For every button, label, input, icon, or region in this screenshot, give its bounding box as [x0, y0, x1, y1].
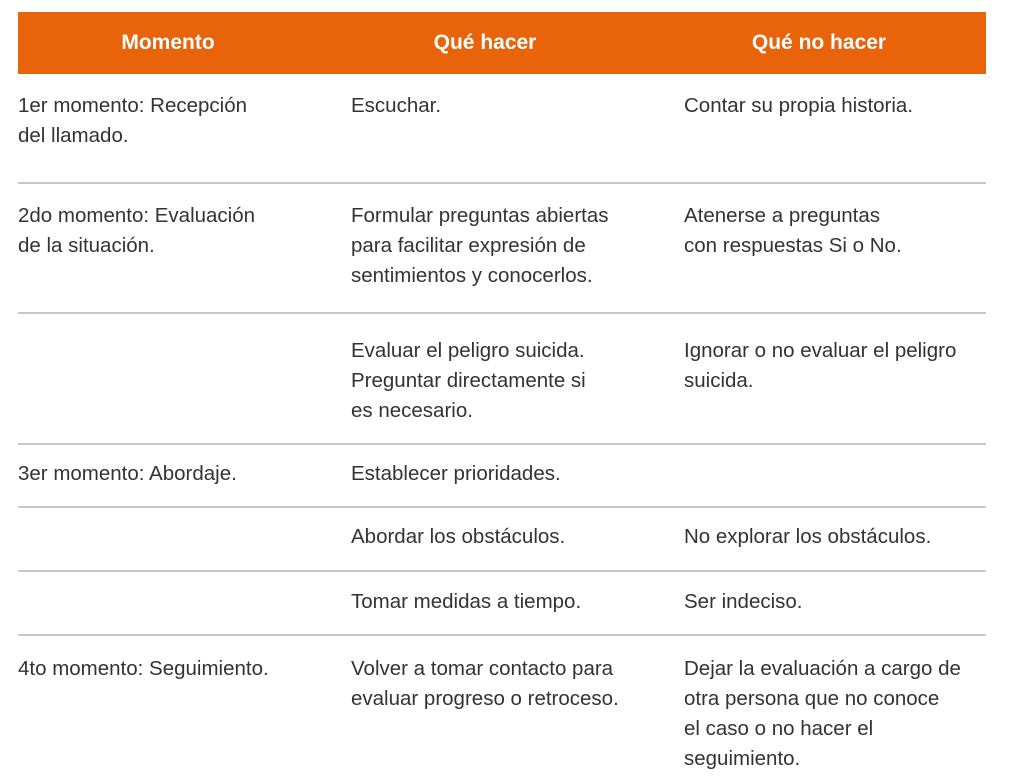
cell-que-hacer — [351, 636, 684, 784]
cell-que-no-hacer — [684, 184, 986, 312]
cell-text-line: 3er momento: Abordaje. — [18, 462, 237, 485]
cell-text-line: 2do momento: Evaluación — [18, 204, 256, 227]
cell-que-hacer — [351, 74, 684, 182]
cell-text-line: Ignorar o no evaluar el peligro — [684, 339, 957, 362]
cell-text-line: Abordar los obstáculos. — [351, 525, 566, 548]
cell-que-hacer — [351, 314, 684, 443]
cell-que-no-hacer — [684, 314, 986, 443]
cell-momento — [18, 508, 351, 570]
cell-text-line: Atenerse a preguntas — [684, 204, 881, 227]
cell-que-hacer — [351, 508, 684, 570]
cell-momento — [18, 572, 351, 634]
table-header — [18, 12, 986, 74]
cell-text-line: Dejar la evaluación a cargo de — [684, 657, 961, 680]
cell-text-line: suicida. — [684, 369, 754, 392]
cell-momento — [18, 636, 351, 784]
cell-text-line: Contar su propia historia. — [684, 94, 914, 117]
cell-text-line: 1er momento: Recepción — [18, 94, 248, 117]
cell-que-no-hacer — [684, 508, 986, 570]
cell-momento — [18, 184, 351, 312]
table-row — [18, 74, 986, 184]
cell-text-line: Ser indeciso. — [684, 590, 803, 613]
header-que-no-hacer: Qué no hacer — [751, 31, 887, 54]
table-row — [18, 445, 986, 508]
guidance-table — [18, 12, 986, 784]
header-momento: Momento — [121, 31, 215, 54]
cell-que-no-hacer — [684, 445, 986, 506]
cell-momento — [18, 74, 351, 182]
cell-text-line: Establecer prioridades. — [351, 462, 561, 485]
cell-text-line: con respuestas Si o No. — [684, 234, 902, 257]
table-row — [18, 314, 986, 445]
cell-text-line: Escuchar. — [351, 94, 442, 117]
cell-momento — [18, 445, 351, 506]
cell-text-line: Evaluar el peligro suicida. — [351, 339, 585, 362]
table-row — [18, 508, 986, 572]
cell-text-line: para facilitar expresión de — [351, 234, 586, 257]
cell-text-line: Volver a tomar contacto para — [351, 657, 614, 680]
cell-que-hacer — [351, 572, 684, 634]
cell-que-hacer — [351, 445, 684, 506]
table-row — [18, 572, 986, 636]
table-row — [18, 636, 986, 784]
cell-text-line: sentimientos y conocerlos. — [351, 264, 593, 287]
cell-text-line: Formular preguntas abiertas — [351, 204, 609, 227]
cell-que-no-hacer — [684, 572, 986, 634]
cell-text-line: el caso o no hacer el — [684, 717, 874, 740]
cell-text-line: de la situación. — [18, 234, 155, 257]
header-que-hacer: Qué hacer — [433, 31, 537, 54]
cell-que-hacer — [351, 184, 684, 312]
cell-text-line: 4to momento: Seguimiento. — [18, 657, 269, 680]
cell-text-line: seguimiento. — [684, 747, 801, 770]
cell-text-line: es necesario. — [351, 399, 473, 422]
cell-que-no-hacer — [684, 74, 986, 182]
cell-text-line: otra persona que no conoce — [684, 687, 940, 710]
cell-text-line: del llamado. — [18, 124, 129, 147]
cell-momento — [18, 314, 351, 443]
table-body — [18, 74, 986, 784]
cell-text-line: Preguntar directamente si — [351, 369, 586, 392]
cell-text-line: evaluar progreso o retroceso. — [351, 687, 619, 710]
cell-text-line: Tomar medidas a tiempo. — [351, 590, 582, 613]
cell-que-no-hacer — [684, 636, 986, 784]
table-row — [18, 184, 986, 314]
cell-text-line: No explorar los obstáculos. — [684, 525, 932, 548]
